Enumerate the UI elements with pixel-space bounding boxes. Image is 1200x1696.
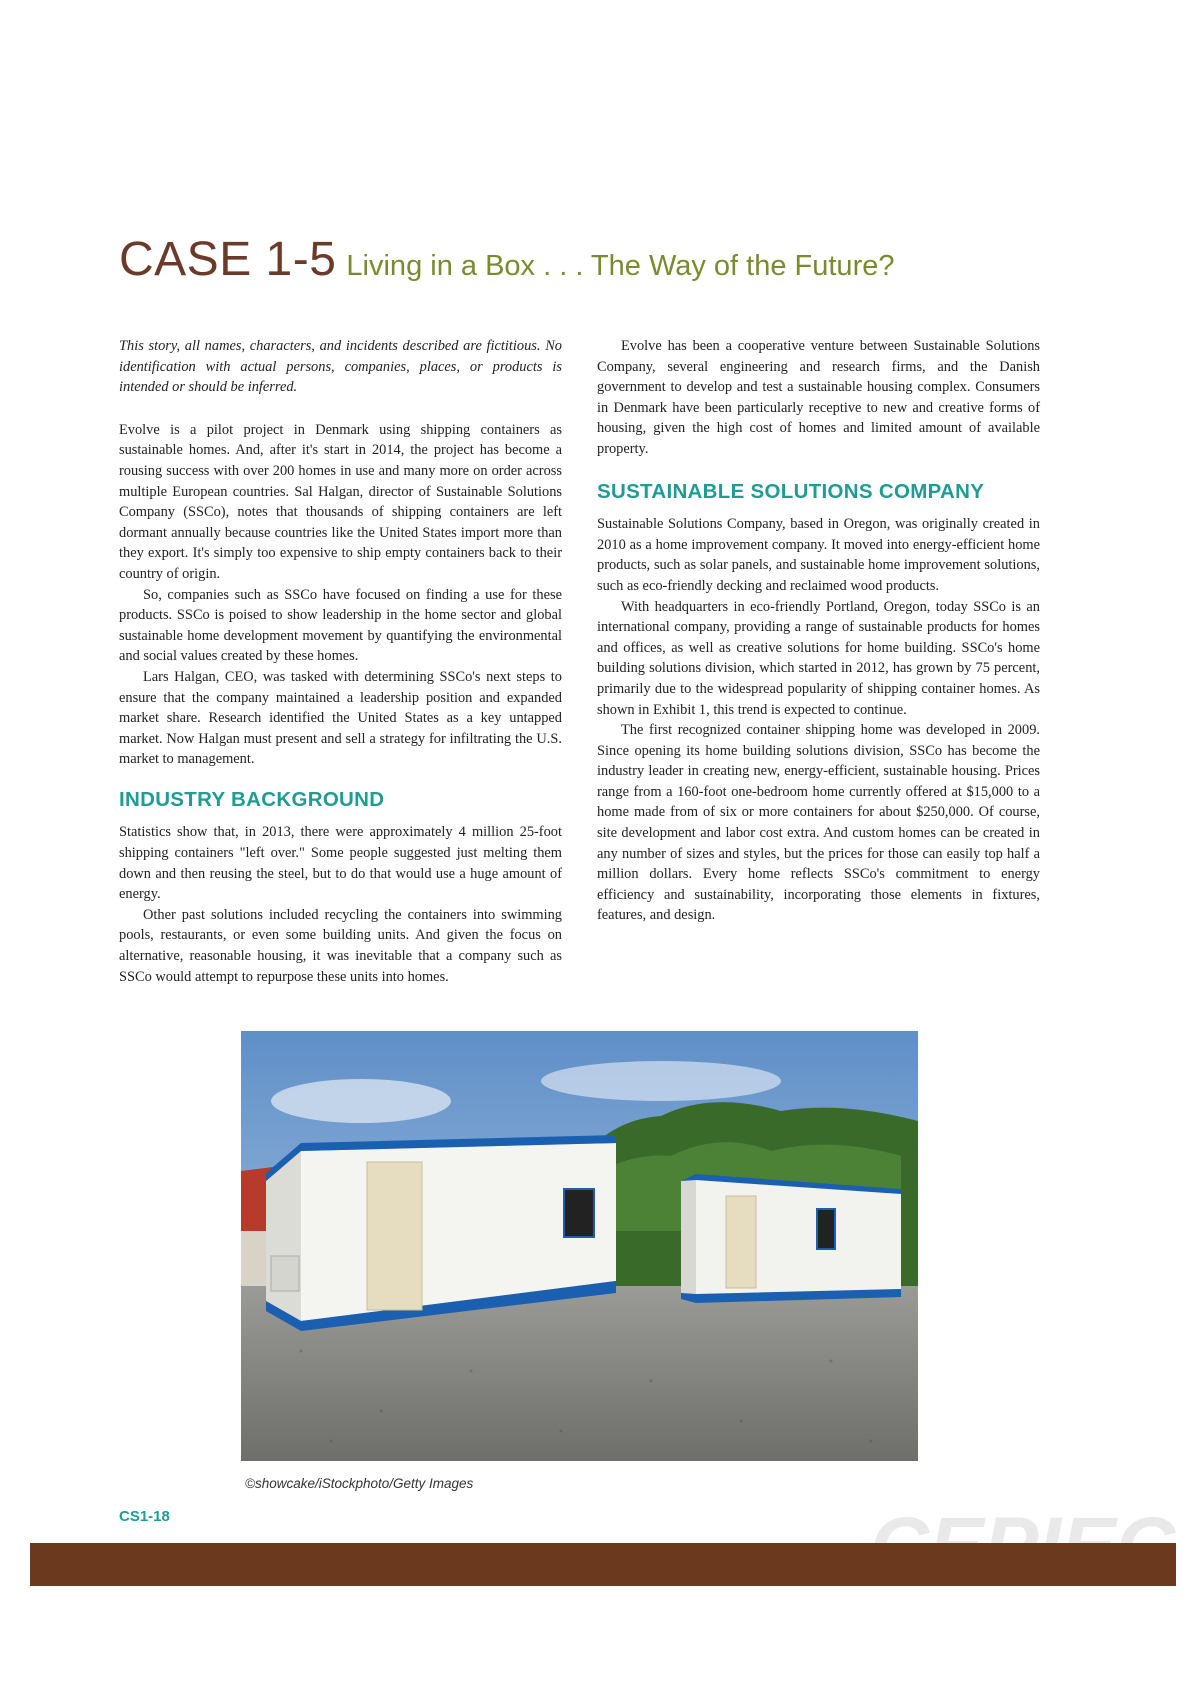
case-title: Living in a Box . . . The Way of the Future? [346,250,895,282]
right-column [597,336,1040,926]
body-paragraph: Other past solutions included recycling the containers into swimming pools, restaurants, or even some building units. And given the focus on alternative, reasonable housing, it was inevitable that a company such as SSCo would attempt to repurpose these units into homes. [119,906,562,985]
body-paragraph: With headquarters in eco-friendly Portland, Oregon, today SSCo is an international company, providing a range of sustainable products for homes and offices, as well as creative solutions for home building. SSCo's home building solutions division, which started in 2012, has grown by 75 percent, primarily due to the widespread popularity of shipping container homes. As shown in Exhibit 1, this trend is expected to continue. [597,598,1040,718]
disclaimer: This story, all names, characters, and incidents described are fictitious. No identification with actual persons, companies, places, or products is intended or should be inferred. [119,338,562,396]
body-paragraph: Statistics show that, in 2013, there were approximately 4 million 25-foot shipping containers "left over." Some people suggested just melting them down and then reusing the steel, but to do that would use a huge amount of energy. [119,824,562,903]
photo-credit: ©showcake/iStockphoto/Getty Images [245,1476,474,1491]
section-heading-company: SUSTAINABLE SOLUTIONS COMPANY [597,479,985,503]
body-paragraph: Lars Halgan, CEO, was tasked with determining SSCo's next steps to ensure that the company maintained a leadership position and expanded market share. Research identified the United States as a key untapped market. Now Halgan must present and sell a strategy for infiltrating the U.S. market to management. [119,668,562,768]
container-homes-photo [241,1031,918,1461]
body-paragraph: So, companies such as SSCo have focused on finding a use for these products. SSCo is poised to show leadership in the home sector and global sustainable home development movement by quantifying the environmental and social values created by these homes. [119,586,562,665]
body-paragraph: Evolve is a pilot project in Denmark using shipping containers as sustainable homes. And, after it's start in 2014, the project has become a rousing success with over 200 homes in use and many more on order across multiple European countries. Sal Halgan, director of Sustainable Solutions Company (SSCo), notes that thousands of shipping containers are left dormant annually because countries like the United States import more than they export. It's simply too expensive to ship empty containers back to their country of origin. [119,421,562,582]
case-heading [119,232,1079,287]
body-paragraph: The first recognized container shipping home was developed in 2009. Since opening its home building solutions division, SSCo has become the industry leader in creating new, energy-efficient, sustainable housing. Prices range from a 160-foot one-bedroom home currently offered at $15,000 to a home made from of six or more containers for about $250,000. Of course, site development and labor cost extra. And custom homes can be created in any number of sizes and styles, but the prices for those can easily top half a million dollars. Every home reflects SSCo's commitment to energy efficiency and sustainability, incorporating those elements in fixtures, features, and design. [597,722,1040,924]
case-number: CASE 1-5 [119,233,337,286]
body-paragraph: Evolve has been a cooperative venture between Sustainable Solutions Company, several engineering and research firms, and the Danish government to develop and test a sustainable housing complex. Consumers in Denmark have been particularly receptive to new and creative forms of housing, given the high cost of homes and limited amount of available property. [597,338,1040,457]
page-number: CS1-18 [119,1508,170,1525]
section-heading-industry: INDUSTRY BACKGROUND [119,787,385,811]
footer-bar [30,1543,1176,1586]
body-paragraph: Sustainable Solutions Company, based in Oregon, was originally created in 2010 as a home improvement company. It moved into energy-efficient home products, such as solar panels, and sustainable home improvement solutions, such as eco-friendly decking and reclaimed wood products. [597,516,1040,594]
left-column [119,336,562,987]
